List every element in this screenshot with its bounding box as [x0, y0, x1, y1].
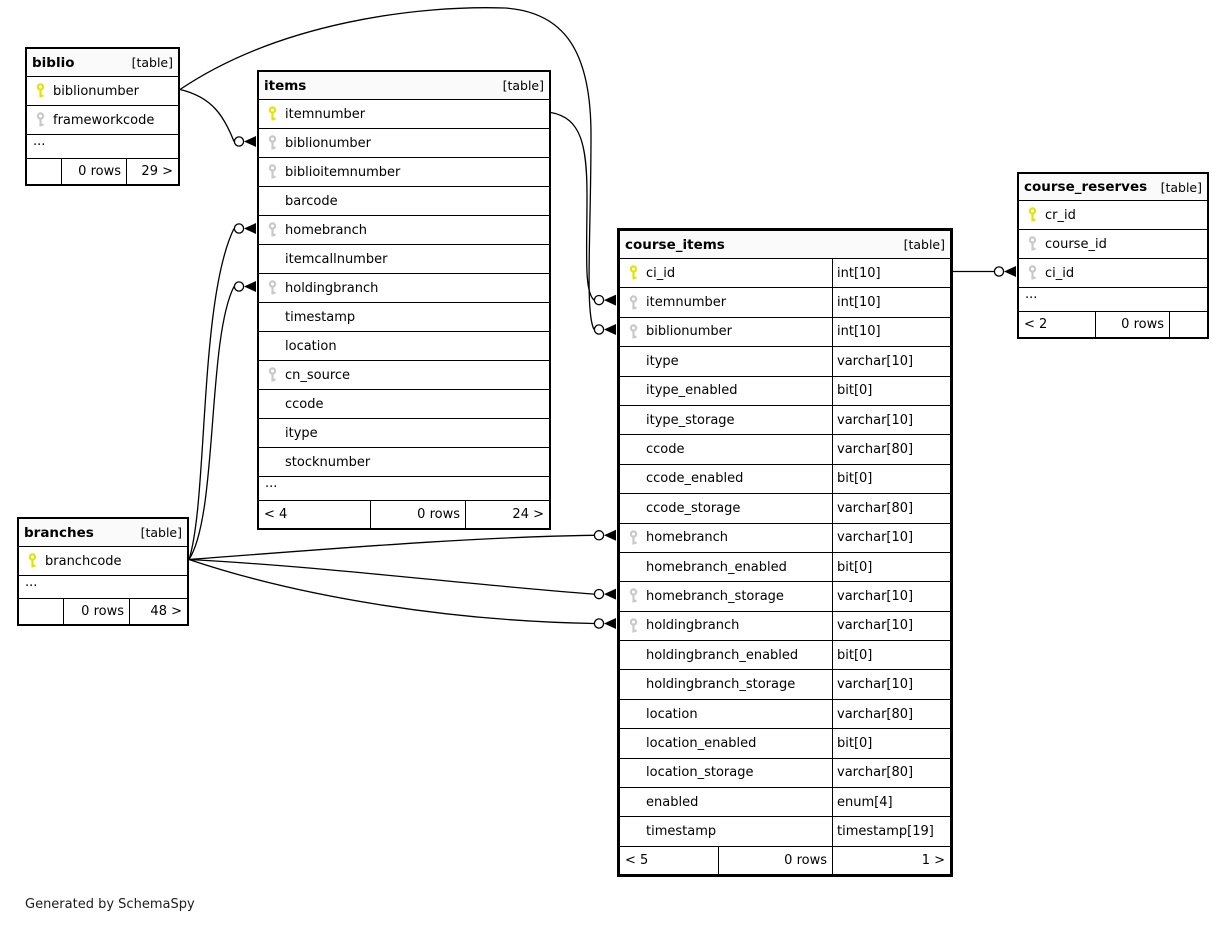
key-slot [1019, 236, 1045, 252]
column-name: location [646, 706, 698, 722]
key-slot [19, 553, 45, 569]
course_items-column-ccode[interactable] [620, 435, 950, 464]
column-name-cell [259, 100, 549, 128]
foreign-key-icon [628, 530, 639, 546]
column-name-cell [620, 641, 832, 669]
fk-circle-icon [994, 267, 1003, 276]
table-header-biblio [27, 49, 178, 77]
column-name-cell [259, 274, 549, 302]
column-name: itemnumber [646, 295, 727, 311]
column-name-cell [1019, 259, 1207, 287]
column-type: varchar[80] [832, 700, 950, 728]
footer-row-count: 0 rows [1095, 312, 1169, 337]
column-type: timestamp[19] [832, 817, 950, 845]
course_items-column-holdingbranch_storage[interactable] [620, 670, 950, 699]
key-slot [27, 112, 53, 128]
key-slot [259, 367, 285, 383]
relationship-line-branches.branchcode-to-course_items.homebranch_storage [189, 560, 594, 595]
column-name-cell [620, 377, 832, 405]
course_items-column-timestamp[interactable] [620, 817, 950, 846]
column-name: ccode_storage [646, 500, 741, 516]
column-name: ccode [646, 442, 685, 458]
items-column-cn_source[interactable] [259, 361, 549, 390]
footer-children-count: 48 > [129, 599, 187, 624]
column-name-cell [27, 77, 178, 105]
items-column-biblioitemnumber[interactable] [259, 158, 549, 187]
column-name-cell [620, 318, 832, 346]
fk-arrowhead-icon [1004, 266, 1016, 277]
column-name-cell [620, 347, 832, 375]
course_items-column-holdingbranch_enabled[interactable] [620, 641, 950, 670]
relationship-line-items.itemnumber-to-course_items.itemnumber [551, 113, 594, 301]
column-type: varchar[80] [832, 494, 950, 522]
column-name: location [285, 338, 337, 354]
course_reserves-ellipsis-row: ... [1019, 288, 1207, 312]
course_items-column-homebranch_enabled[interactable] [620, 553, 950, 582]
column-type: int[10] [832, 288, 950, 316]
items-column-location[interactable] [259, 332, 549, 361]
footer-row-count: 0 rows [718, 847, 832, 874]
table-items [257, 70, 551, 530]
column-name: itemcallnumber [285, 251, 388, 267]
column-name-cell [1019, 230, 1207, 258]
column-type: varchar[10] [832, 612, 950, 640]
footer-children-count [1169, 312, 1207, 337]
column-name: holdingbranch [285, 280, 379, 296]
course_items-column-ci_id[interactable] [620, 259, 950, 288]
column-name-cell [1019, 201, 1207, 229]
course_items-column-itype_enabled[interactable] [620, 377, 950, 406]
table-branches [17, 517, 189, 626]
column-type: varchar[10] [832, 406, 950, 434]
key-slot [1019, 207, 1045, 223]
biblio-ellipsis-row: ... [27, 135, 178, 159]
footer-parents-count: < 4 [264, 507, 288, 522]
items-column-barcode[interactable] [259, 187, 549, 216]
fk-arrowhead-icon [604, 530, 616, 541]
column-name-cell [259, 158, 549, 186]
column-name-cell [259, 187, 549, 215]
column-name-cell [259, 245, 549, 273]
foreign-key-icon [35, 112, 46, 128]
table-biblio [25, 47, 180, 186]
foreign-key-icon [628, 588, 639, 604]
column-name: itype_enabled [646, 383, 738, 399]
key-slot [27, 83, 53, 99]
key-slot [620, 530, 646, 546]
column-name: enabled [646, 794, 699, 810]
column-name-cell [27, 106, 178, 134]
column-type: bit[0] [832, 641, 950, 669]
column-name: itype_storage [646, 412, 735, 428]
column-name-cell [620, 465, 832, 493]
foreign-key-icon [267, 164, 278, 180]
column-type: bit[0] [832, 729, 950, 757]
column-type: bit[0] [832, 553, 950, 581]
column-name: holdingbranch [646, 618, 740, 634]
footer-row-count: 0 rows [370, 501, 465, 528]
footer-children-count: 29 > [126, 159, 178, 184]
column-name: biblionumber [646, 324, 733, 340]
column-name-cell [259, 448, 549, 476]
fk-arrowhead-icon [244, 136, 256, 147]
fk-arrowhead-icon [244, 223, 256, 234]
fk-circle-icon [234, 282, 243, 291]
column-type: int[10] [832, 259, 950, 287]
items-column-biblionumber[interactable] [259, 129, 549, 158]
column-name: location_storage [646, 765, 754, 781]
course_items-table-badge: [table] [903, 237, 945, 252]
column-name-cell [620, 700, 832, 728]
branches-column-branchcode[interactable] [19, 547, 187, 576]
course_items-column-location_storage[interactable] [620, 759, 950, 788]
column-name: barcode [285, 193, 338, 209]
column-name: itype [285, 425, 318, 441]
foreign-key-icon [1027, 265, 1038, 281]
column-name-cell [620, 494, 832, 522]
foreign-key-icon [267, 135, 278, 151]
items-column-homebranch[interactable] [259, 216, 549, 245]
relationship-line-branches.branchcode-to-items.homebranch [189, 229, 234, 560]
table-header-branches [19, 519, 187, 547]
items-column-itype[interactable] [259, 419, 549, 448]
footer-parents-count [19, 599, 63, 624]
fk-circle-icon [234, 137, 243, 146]
course_reserves-footer [1019, 312, 1207, 337]
column-name: biblionumber [53, 83, 140, 99]
column-name-cell [620, 435, 832, 463]
column-name: biblioitemnumber [285, 164, 401, 180]
column-name: ci_id [646, 265, 676, 281]
course_items-column-itype_storage[interactable] [620, 406, 950, 435]
column-name: timestamp [646, 824, 717, 840]
items-footer [259, 501, 549, 528]
primary-key-icon [267, 106, 278, 122]
branches-table-badge: [table] [140, 525, 182, 540]
column-name: homebranch_storage [646, 588, 784, 604]
column-name: frameworkcode [53, 112, 155, 128]
course_items-column-enabled[interactable] [620, 788, 950, 817]
column-name: homebranch [285, 222, 368, 238]
column-name: stocknumber [285, 454, 371, 470]
course_items-column-location_enabled[interactable] [620, 729, 950, 758]
column-type: bit[0] [832, 377, 950, 405]
course_items-column-biblionumber[interactable] [620, 318, 950, 347]
key-slot [620, 265, 646, 281]
course_items-column-ccode_storage[interactable] [620, 494, 950, 523]
footer-row-count: 0 rows [61, 159, 126, 184]
key-slot [259, 280, 285, 296]
branches-ellipsis-row: ... [19, 576, 187, 599]
footer-children-count: 1 > [832, 847, 950, 874]
column-name: homebranch_enabled [646, 559, 787, 575]
biblio-table-badge: [table] [131, 55, 173, 70]
items-ellipsis-row: ... [259, 477, 549, 501]
generated-by-note: Generated by SchemaSpy [25, 897, 195, 912]
course_items-column-holdingbranch[interactable] [620, 612, 950, 641]
column-type: varchar[80] [832, 435, 950, 463]
column-name: holdingbranch_enabled [646, 647, 799, 663]
course_items-column-location[interactable] [620, 700, 950, 729]
biblio-column-frameworkcode[interactable] [27, 106, 178, 135]
column-name: ccode_enabled [646, 471, 744, 487]
foreign-key-icon [628, 324, 639, 340]
column-name: branchcode [45, 553, 122, 569]
column-type: int[10] [832, 318, 950, 346]
column-name-cell [620, 553, 832, 581]
column-name: ccode [285, 396, 324, 412]
table-header-course_items [620, 231, 950, 259]
items-table-badge: [table] [502, 78, 544, 93]
column-name-cell [620, 788, 832, 816]
fk-circle-icon [594, 531, 603, 540]
column-name: biblionumber [285, 135, 372, 151]
footer-parents-count: < 2 [1024, 317, 1048, 332]
fk-arrowhead-icon [604, 589, 616, 600]
table-course_reserves [1017, 172, 1209, 339]
items-column-stocknumber[interactable] [259, 448, 549, 477]
course_items-column-homebranch[interactable] [620, 524, 950, 553]
column-name: course_id [1045, 236, 1107, 252]
items-column-ccode[interactable] [259, 390, 549, 419]
key-slot [259, 106, 285, 122]
course_reserves-table-name[interactable]: course_reserves [1024, 179, 1148, 195]
table-header-items [259, 72, 549, 100]
fk-circle-icon [594, 590, 603, 599]
course_items-column-itemnumber[interactable] [620, 288, 950, 317]
column-type: varchar[10] [832, 670, 950, 698]
column-name-cell [620, 406, 832, 434]
column-name-cell [259, 361, 549, 389]
foreign-key-icon [267, 367, 278, 383]
table-course_items [617, 228, 953, 877]
primary-key-icon [628, 265, 639, 281]
column-name-cell [620, 759, 832, 787]
course_reserves-column-course_id[interactable] [1019, 230, 1207, 259]
key-slot [620, 295, 646, 311]
column-type: varchar[10] [832, 524, 950, 552]
fk-circle-icon [594, 619, 603, 628]
primary-key-icon [1027, 207, 1038, 223]
column-type: varchar[10] [832, 582, 950, 610]
column-name: itype [646, 353, 679, 369]
column-name-cell [19, 547, 187, 575]
column-type: bit[0] [832, 465, 950, 493]
key-slot [259, 135, 285, 151]
fk-arrowhead-icon [604, 618, 616, 629]
course_items-column-homebranch_storage[interactable] [620, 582, 950, 611]
column-name-cell [620, 288, 832, 316]
biblio-footer [27, 159, 178, 184]
course_items-table-name[interactable]: course_items [625, 236, 725, 253]
items-column-itemnumber[interactable] [259, 100, 549, 129]
key-slot [259, 164, 285, 180]
column-name: cn_source [285, 367, 351, 383]
items-table-name[interactable]: items [264, 77, 307, 94]
key-slot [620, 324, 646, 340]
course_items-footer [620, 847, 950, 874]
column-name: location_enabled [646, 735, 757, 751]
table-header-course_reserves [1019, 174, 1207, 201]
fk-arrowhead-icon [604, 324, 616, 335]
column-name-cell [620, 524, 832, 552]
column-type: enum[4] [832, 788, 950, 816]
foreign-key-icon [267, 280, 278, 296]
foreign-key-icon [628, 295, 639, 311]
column-name-cell [259, 419, 549, 447]
column-name: homebranch [646, 530, 729, 546]
items-column-timestamp[interactable] [259, 303, 549, 332]
column-name: cr_id [1045, 207, 1076, 223]
fk-circle-icon [594, 296, 603, 305]
key-slot [620, 588, 646, 604]
biblio-column-biblionumber[interactable] [27, 77, 178, 106]
key-slot [259, 222, 285, 238]
foreign-key-icon [267, 222, 278, 238]
relationship-line-branches.branchcode-to-course_items.homebranch [189, 535, 594, 559]
biblio-table-name[interactable]: biblio [32, 54, 75, 71]
relationship-line-biblio.biblionumber-to-items.biblionumber [180, 90, 234, 142]
primary-key-icon [35, 83, 46, 99]
column-name: itemnumber [285, 106, 366, 122]
column-name-cell [620, 670, 832, 698]
key-slot [1019, 265, 1045, 281]
foreign-key-icon [1027, 236, 1038, 252]
column-name-cell [259, 216, 549, 244]
course_reserves-column-cr_id[interactable] [1019, 201, 1207, 230]
column-name-cell [259, 390, 549, 418]
fk-arrowhead-icon [604, 295, 616, 306]
column-name-cell [620, 612, 832, 640]
course_reserves-table-badge: [table] [1160, 179, 1202, 195]
branches-footer [19, 599, 187, 624]
items-column-itemcallnumber[interactable] [259, 245, 549, 274]
column-name-cell [620, 729, 832, 757]
column-name-cell [259, 332, 549, 360]
column-name-cell [259, 129, 549, 157]
primary-key-icon [27, 553, 38, 569]
footer-parents-count [27, 159, 61, 184]
footer-parents-count: < 5 [625, 852, 649, 868]
column-type: varchar[10] [832, 347, 950, 375]
column-name-cell [620, 582, 832, 610]
column-name-cell [259, 303, 549, 331]
relationship-line-branches.branchcode-to-course_items.holdingbranch [189, 560, 594, 624]
footer-row-count: 0 rows [63, 599, 129, 624]
column-name: ci_id [1045, 265, 1075, 281]
column-name-cell [620, 817, 832, 845]
column-name-cell [620, 259, 832, 287]
course_items-column-itype[interactable] [620, 347, 950, 376]
fk-circle-icon [594, 325, 603, 334]
column-name: holdingbranch_storage [646, 677, 796, 693]
column-type: varchar[80] [832, 759, 950, 787]
course_items-column-ccode_enabled[interactable] [620, 465, 950, 494]
foreign-key-icon [628, 618, 639, 634]
branches-table-name[interactable]: branches [24, 524, 94, 541]
column-name: timestamp [285, 309, 356, 325]
key-slot [620, 618, 646, 634]
course_reserves-column-ci_id[interactable] [1019, 259, 1207, 288]
footer-children-count: 24 > [465, 501, 549, 528]
items-column-holdingbranch[interactable] [259, 274, 549, 303]
fk-circle-icon [234, 224, 243, 233]
fk-arrowhead-icon [244, 281, 256, 292]
